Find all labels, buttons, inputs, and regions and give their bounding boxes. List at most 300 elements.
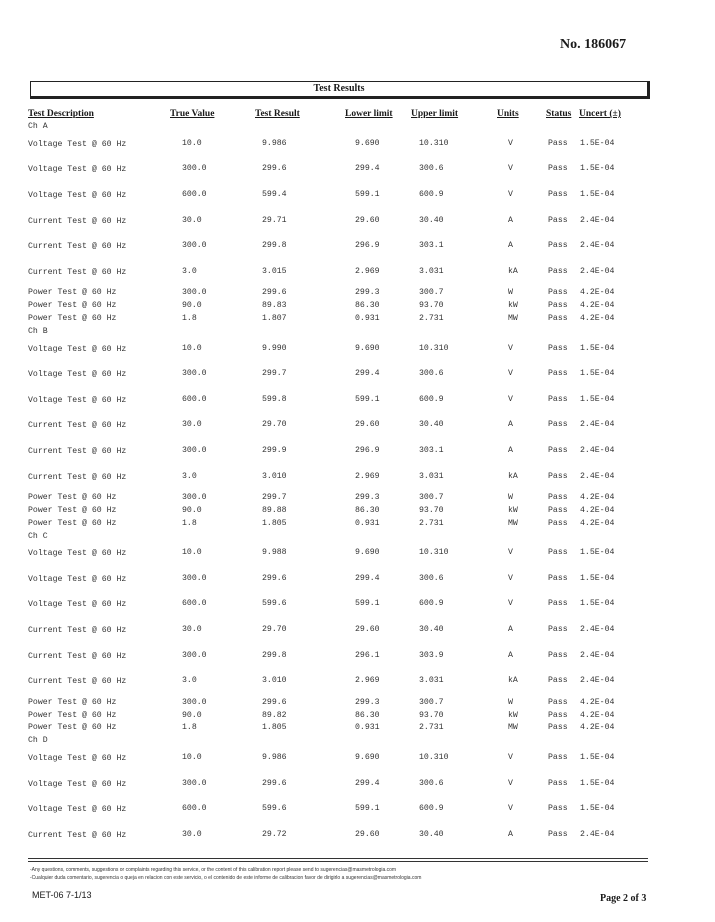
test-result-cell: 299.8	[262, 650, 287, 660]
table-row	[0, 441, 715, 467]
column-header-lower-limit: Lower limit	[345, 109, 393, 119]
status-cell: Pass	[548, 369, 568, 379]
test-description-cell: Power Test @ 60 Hz	[28, 518, 117, 528]
upper-limit-cell: 303.9	[419, 650, 444, 660]
test-result-cell: 299.6	[262, 288, 287, 298]
test-description-cell: Current Test @ 60 Hz	[28, 626, 127, 636]
lower-limit-cell: 299.4	[355, 778, 380, 788]
table-row	[0, 287, 715, 300]
units-cell: A	[508, 625, 513, 635]
footer-rule	[28, 858, 648, 859]
channel-label: Ch C	[28, 531, 48, 541]
table-row	[0, 505, 715, 518]
uncertainty-cell: 2.4E-04	[580, 215, 615, 225]
test-result-cell: 89.83	[262, 301, 287, 311]
lower-limit-cell: 9.690	[355, 343, 380, 353]
true-value-cell: 300.0	[182, 288, 207, 298]
uncertainty-cell: 2.4E-04	[580, 625, 615, 635]
status-cell: Pass	[548, 394, 568, 404]
test-result-cell: 89.82	[262, 710, 287, 720]
units-cell: kA	[508, 266, 518, 276]
test-result-cell: 299.6	[262, 164, 287, 174]
table-row	[0, 390, 715, 416]
uncertainty-cell: 1.5E-04	[580, 599, 615, 609]
test-result-cell: 599.4	[262, 189, 287, 199]
units-cell: kW	[508, 710, 518, 720]
test-result-cell: 299.8	[262, 241, 287, 251]
test-description-cell: Power Test @ 60 Hz	[28, 710, 117, 720]
lower-limit-cell: 599.1	[355, 189, 380, 199]
true-value-cell: 30.0	[182, 829, 202, 839]
upper-limit-cell: 10.310	[419, 548, 449, 558]
page-number: Page 2 of 3	[600, 893, 647, 904]
upper-limit-cell: 303.1	[419, 445, 444, 455]
table-row	[0, 262, 715, 288]
units-cell: A	[508, 420, 513, 430]
table-row	[0, 185, 715, 211]
test-description-cell: Voltage Test @ 60 Hz	[28, 549, 127, 559]
table-row	[0, 467, 715, 493]
uncertainty-cell: 1.5E-04	[580, 548, 615, 558]
uncertainty-cell: 1.5E-04	[580, 369, 615, 379]
true-value-cell: 30.0	[182, 420, 202, 430]
table-row	[0, 211, 715, 237]
uncertainty-cell: 2.4E-04	[580, 471, 615, 481]
true-value-cell: 90.0	[182, 710, 202, 720]
test-result-cell: 1.805	[262, 518, 287, 528]
uncertainty-cell: 4.2E-04	[580, 313, 615, 323]
units-cell: V	[508, 778, 513, 788]
lower-limit-cell: 0.931	[355, 723, 380, 733]
true-value-cell: 600.0	[182, 599, 207, 609]
units-cell: A	[508, 241, 513, 251]
test-result-cell: 599.8	[262, 394, 287, 404]
lower-limit-cell: 9.690	[355, 753, 380, 763]
uncertainty-cell: 4.2E-04	[580, 710, 615, 720]
test-description-cell: Voltage Test @ 60 Hz	[28, 344, 127, 354]
test-description-cell: Current Test @ 60 Hz	[28, 421, 127, 431]
test-result-cell: 299.6	[262, 778, 287, 788]
true-value-cell: 300.0	[182, 369, 207, 379]
units-cell: MW	[508, 313, 518, 323]
table-row	[0, 313, 715, 326]
lower-limit-cell: 86.30	[355, 301, 380, 311]
lower-limit-cell: 299.4	[355, 573, 380, 583]
uncertainty-cell: 1.5E-04	[580, 138, 615, 148]
test-description-cell: Power Test @ 60 Hz	[28, 301, 117, 311]
status-cell: Pass	[548, 829, 568, 839]
test-result-cell: 3.015	[262, 266, 287, 276]
test-description-cell: Current Test @ 60 Hz	[28, 472, 127, 482]
status-cell: Pass	[548, 505, 568, 515]
table-row	[0, 620, 715, 646]
footer-rule	[28, 861, 648, 862]
uncertainty-cell: 4.2E-04	[580, 518, 615, 528]
uncertainty-cell: 1.5E-04	[580, 573, 615, 583]
upper-limit-cell: 30.40	[419, 625, 444, 635]
test-result-cell: 599.6	[262, 804, 287, 814]
uncertainty-cell: 2.4E-04	[580, 829, 615, 839]
lower-limit-cell: 299.3	[355, 288, 380, 298]
status-cell: Pass	[548, 471, 568, 481]
upper-limit-cell: 30.40	[419, 420, 444, 430]
true-value-cell: 10.0	[182, 138, 202, 148]
test-result-cell: 3.010	[262, 471, 287, 481]
upper-limit-cell: 600.9	[419, 804, 444, 814]
upper-limit-cell: 93.70	[419, 710, 444, 720]
status-cell: Pass	[548, 625, 568, 635]
true-value-cell: 600.0	[182, 394, 207, 404]
test-result-cell: 9.986	[262, 138, 287, 148]
uncertainty-cell: 2.4E-04	[580, 266, 615, 276]
lower-limit-cell: 296.9	[355, 445, 380, 455]
units-cell: W	[508, 697, 513, 707]
table-row	[0, 799, 715, 825]
table-row	[0, 300, 715, 313]
test-result-cell: 29.70	[262, 420, 287, 430]
table-row	[0, 697, 715, 710]
uncertainty-cell: 1.5E-04	[580, 753, 615, 763]
upper-limit-cell: 10.310	[419, 138, 449, 148]
units-cell: A	[508, 445, 513, 455]
upper-limit-cell: 300.7	[419, 288, 444, 298]
table-row	[0, 748, 715, 774]
units-cell: MW	[508, 723, 518, 733]
upper-limit-cell: 3.031	[419, 266, 444, 276]
true-value-cell: 1.8	[182, 518, 197, 528]
table-row	[0, 825, 715, 851]
units-cell: kA	[508, 471, 518, 481]
upper-limit-cell: 600.9	[419, 599, 444, 609]
section-title: Test Results	[313, 83, 365, 94]
upper-limit-cell: 2.731	[419, 313, 444, 323]
status-cell: Pass	[548, 493, 568, 503]
status-cell: Pass	[548, 650, 568, 660]
test-result-cell: 299.9	[262, 445, 287, 455]
upper-limit-cell: 10.310	[419, 343, 449, 353]
test-description-cell: Voltage Test @ 60 Hz	[28, 600, 127, 610]
column-header-true-value: True Value	[170, 109, 215, 119]
upper-limit-cell: 30.40	[419, 215, 444, 225]
lower-limit-cell: 299.3	[355, 493, 380, 503]
units-cell: V	[508, 164, 513, 174]
units-cell: V	[508, 804, 513, 814]
status-cell: Pass	[548, 697, 568, 707]
footer-note-spanish: -Cualquier duda comentario, sugerencia o queja en relacion con este servicio, o el contenido de este informe de calibracion favor de dirigirlo a sugerencias@masmetrologia.com	[30, 875, 422, 881]
upper-limit-cell: 300.6	[419, 573, 444, 583]
true-value-cell: 10.0	[182, 548, 202, 558]
status-cell: Pass	[548, 445, 568, 455]
true-value-cell: 600.0	[182, 189, 207, 199]
true-value-cell: 10.0	[182, 753, 202, 763]
status-cell: Pass	[548, 343, 568, 353]
upper-limit-cell: 30.40	[419, 829, 444, 839]
true-value-cell: 300.0	[182, 445, 207, 455]
channel-label: Ch A	[28, 122, 48, 131]
status-cell: Pass	[548, 599, 568, 609]
channel-group-row	[0, 531, 715, 544]
table-row	[0, 774, 715, 800]
status-cell: Pass	[548, 301, 568, 311]
column-header-uncert: Uncert (±)	[579, 109, 621, 119]
status-cell: Pass	[548, 266, 568, 276]
uncertainty-cell: 1.5E-04	[580, 343, 615, 353]
upper-limit-cell: 3.031	[419, 676, 444, 686]
test-description-cell: Power Test @ 60 Hz	[28, 313, 117, 323]
table-row	[0, 710, 715, 723]
status-cell: Pass	[548, 164, 568, 174]
lower-limit-cell: 86.30	[355, 710, 380, 720]
uncertainty-cell: 2.4E-04	[580, 445, 615, 455]
test-description-cell: Voltage Test @ 60 Hz	[28, 395, 127, 405]
lower-limit-cell: 2.969	[355, 676, 380, 686]
upper-limit-cell: 303.1	[419, 241, 444, 251]
true-value-cell: 300.0	[182, 164, 207, 174]
status-cell: Pass	[548, 420, 568, 430]
units-cell: V	[508, 394, 513, 404]
lower-limit-cell: 296.9	[355, 241, 380, 251]
table-row	[0, 518, 715, 531]
uncertainty-cell: 4.2E-04	[580, 697, 615, 707]
units-cell: A	[508, 829, 513, 839]
true-value-cell: 90.0	[182, 301, 202, 311]
uncertainty-cell: 1.5E-04	[580, 394, 615, 404]
channel-label: Ch D	[28, 736, 48, 746]
test-result-cell: 29.70	[262, 625, 287, 635]
uncertainty-cell: 4.2E-04	[580, 301, 615, 311]
test-description-cell: Voltage Test @ 60 Hz	[28, 754, 127, 764]
test-description-cell: Current Test @ 60 Hz	[28, 216, 127, 226]
uncertainty-cell: 2.4E-04	[580, 420, 615, 430]
test-description-cell: Voltage Test @ 60 Hz	[28, 190, 127, 200]
channel-group-row	[0, 735, 715, 748]
lower-limit-cell: 29.60	[355, 420, 380, 430]
upper-limit-cell: 10.310	[419, 753, 449, 763]
true-value-cell: 1.8	[182, 723, 197, 733]
units-cell: V	[508, 753, 513, 763]
test-description-cell: Voltage Test @ 60 Hz	[28, 139, 127, 149]
units-cell: A	[508, 650, 513, 660]
column-header-upper-limit: Upper limit	[411, 109, 459, 119]
true-value-cell: 300.0	[182, 650, 207, 660]
uncertainty-cell: 2.4E-04	[580, 241, 615, 251]
true-value-cell: 30.0	[182, 625, 202, 635]
true-value-cell: 90.0	[182, 505, 202, 515]
upper-limit-cell: 600.9	[419, 189, 444, 199]
test-description-cell: Voltage Test @ 60 Hz	[28, 805, 127, 815]
test-description-cell: Power Test @ 60 Hz	[28, 723, 117, 733]
status-cell: Pass	[548, 710, 568, 720]
test-description-cell: Power Test @ 60 Hz	[28, 493, 117, 503]
footer-note-english: -Any questions, comments, suggestions or complaints regarding this service, or the content of this calibration report please send to sugerencias@masmetrologia.com	[30, 867, 397, 873]
units-cell: A	[508, 215, 513, 225]
lower-limit-cell: 0.931	[355, 518, 380, 528]
status-cell: Pass	[548, 241, 568, 251]
true-value-cell: 600.0	[182, 804, 207, 814]
true-value-cell: 3.0	[182, 471, 197, 481]
uncertainty-cell: 4.2E-04	[580, 493, 615, 503]
units-cell: V	[508, 573, 513, 583]
test-description-cell: Power Test @ 60 Hz	[28, 288, 117, 298]
table-row	[0, 646, 715, 672]
units-cell: V	[508, 138, 513, 148]
test-description-cell: Power Test @ 60 Hz	[28, 505, 117, 515]
uncertainty-cell: 4.2E-04	[580, 288, 615, 298]
test-description-cell: Current Test @ 60 Hz	[28, 446, 127, 456]
uncertainty-cell: 2.4E-04	[580, 650, 615, 660]
table-row	[0, 415, 715, 441]
status-cell: Pass	[548, 215, 568, 225]
document-number: No. 186067	[560, 37, 627, 52]
lower-limit-cell: 29.60	[355, 625, 380, 635]
table-row	[0, 543, 715, 569]
status-cell: Pass	[548, 723, 568, 733]
units-cell: V	[508, 548, 513, 558]
status-cell: Pass	[548, 573, 568, 583]
upper-limit-cell: 2.731	[419, 518, 444, 528]
lower-limit-cell: 299.4	[355, 164, 380, 174]
status-cell: Pass	[548, 138, 568, 148]
test-result-cell: 299.7	[262, 493, 287, 503]
units-cell: MW	[508, 518, 518, 528]
table-row	[0, 339, 715, 365]
table-row	[0, 159, 715, 185]
lower-limit-cell: 29.60	[355, 215, 380, 225]
test-result-cell: 1.807	[262, 313, 287, 323]
lower-limit-cell: 0.931	[355, 313, 380, 323]
test-result-cell: 599.6	[262, 599, 287, 609]
uncertainty-cell: 1.5E-04	[580, 164, 615, 174]
column-header-description: Test Description	[28, 109, 94, 119]
test-description-cell: Current Test @ 60 Hz	[28, 267, 127, 277]
lower-limit-cell: 86.30	[355, 505, 380, 515]
units-cell: V	[508, 369, 513, 379]
channel-group-row	[0, 121, 715, 134]
true-value-cell: 300.0	[182, 778, 207, 788]
lower-limit-cell: 299.3	[355, 697, 380, 707]
table-row	[0, 364, 715, 390]
true-value-cell: 1.8	[182, 313, 197, 323]
status-cell: Pass	[548, 804, 568, 814]
test-description-cell: Voltage Test @ 60 Hz	[28, 779, 127, 789]
upper-limit-cell: 300.7	[419, 697, 444, 707]
lower-limit-cell: 599.1	[355, 599, 380, 609]
upper-limit-cell: 300.6	[419, 164, 444, 174]
uncertainty-cell: 1.5E-04	[580, 804, 615, 814]
upper-limit-cell: 2.731	[419, 723, 444, 733]
true-value-cell: 300.0	[182, 697, 207, 707]
upper-limit-cell: 3.031	[419, 471, 444, 481]
test-description-cell: Power Test @ 60 Hz	[28, 697, 117, 707]
status-cell: Pass	[548, 288, 568, 298]
upper-limit-cell: 93.70	[419, 505, 444, 515]
table-row	[0, 722, 715, 735]
lower-limit-cell: 599.1	[355, 804, 380, 814]
lower-limit-cell: 9.690	[355, 548, 380, 558]
uncertainty-cell: 1.5E-04	[580, 189, 615, 199]
uncertainty-cell: 4.2E-04	[580, 723, 615, 733]
status-cell: Pass	[548, 189, 568, 199]
channel-group-row	[0, 326, 715, 339]
upper-limit-cell: 600.9	[419, 394, 444, 404]
uncertainty-cell: 1.5E-04	[580, 778, 615, 788]
test-result-cell: 299.7	[262, 369, 287, 379]
table-row	[0, 134, 715, 160]
lower-limit-cell: 29.60	[355, 829, 380, 839]
lower-limit-cell: 296.1	[355, 650, 380, 660]
test-result-cell: 299.6	[262, 573, 287, 583]
section-header-frame	[30, 81, 650, 99]
true-value-cell: 3.0	[182, 266, 197, 276]
status-cell: Pass	[548, 518, 568, 528]
form-id: MET-06 7-1/13	[32, 890, 92, 900]
table-row	[0, 492, 715, 505]
units-cell: kA	[508, 676, 518, 686]
test-result-cell: 29.72	[262, 829, 287, 839]
lower-limit-cell: 299.4	[355, 369, 380, 379]
lower-limit-cell: 599.1	[355, 394, 380, 404]
status-cell: Pass	[548, 753, 568, 763]
test-result-cell: 89.88	[262, 505, 287, 515]
table-row	[0, 236, 715, 262]
status-cell: Pass	[548, 676, 568, 686]
true-value-cell: 300.0	[182, 573, 207, 583]
test-description-cell: Voltage Test @ 60 Hz	[28, 165, 127, 175]
channel-label: Ch B	[28, 326, 48, 336]
units-cell: V	[508, 599, 513, 609]
test-result-cell: 9.988	[262, 548, 287, 558]
results-table	[0, 121, 715, 850]
true-value-cell: 3.0	[182, 676, 197, 686]
units-cell: V	[508, 343, 513, 353]
test-result-cell: 1.805	[262, 723, 287, 733]
table-row	[0, 594, 715, 620]
status-cell: Pass	[548, 548, 568, 558]
test-result-cell: 29.71	[262, 215, 287, 225]
upper-limit-cell: 300.6	[419, 369, 444, 379]
table-row	[0, 671, 715, 697]
column-header-test-result: Test Result	[255, 109, 300, 119]
test-result-cell: 299.6	[262, 697, 287, 707]
test-description-cell: Voltage Test @ 60 Hz	[28, 370, 127, 380]
table-row	[0, 569, 715, 595]
column-header-units: Units	[497, 109, 519, 119]
true-value-cell: 300.0	[182, 241, 207, 251]
test-result-cell: 9.986	[262, 753, 287, 763]
column-header-status: Status	[546, 109, 572, 119]
true-value-cell: 10.0	[182, 343, 202, 353]
status-cell: Pass	[548, 778, 568, 788]
true-value-cell: 30.0	[182, 215, 202, 225]
lower-limit-cell: 2.969	[355, 266, 380, 276]
upper-limit-cell: 300.7	[419, 493, 444, 503]
upper-limit-cell: 93.70	[419, 301, 444, 311]
units-cell: kW	[508, 301, 518, 311]
status-cell: Pass	[548, 313, 568, 323]
true-value-cell: 300.0	[182, 493, 207, 503]
units-cell: W	[508, 288, 513, 298]
uncertainty-cell: 4.2E-04	[580, 505, 615, 515]
test-description-cell: Current Test @ 60 Hz	[28, 242, 127, 252]
lower-limit-cell: 2.969	[355, 471, 380, 481]
units-cell: W	[508, 493, 513, 503]
uncertainty-cell: 2.4E-04	[580, 676, 615, 686]
test-description-cell: Current Test @ 60 Hz	[28, 651, 127, 661]
test-description-cell: Current Test @ 60 Hz	[28, 830, 127, 840]
test-result-cell: 3.010	[262, 676, 287, 686]
test-result-cell: 9.990	[262, 343, 287, 353]
units-cell: kW	[508, 505, 518, 515]
